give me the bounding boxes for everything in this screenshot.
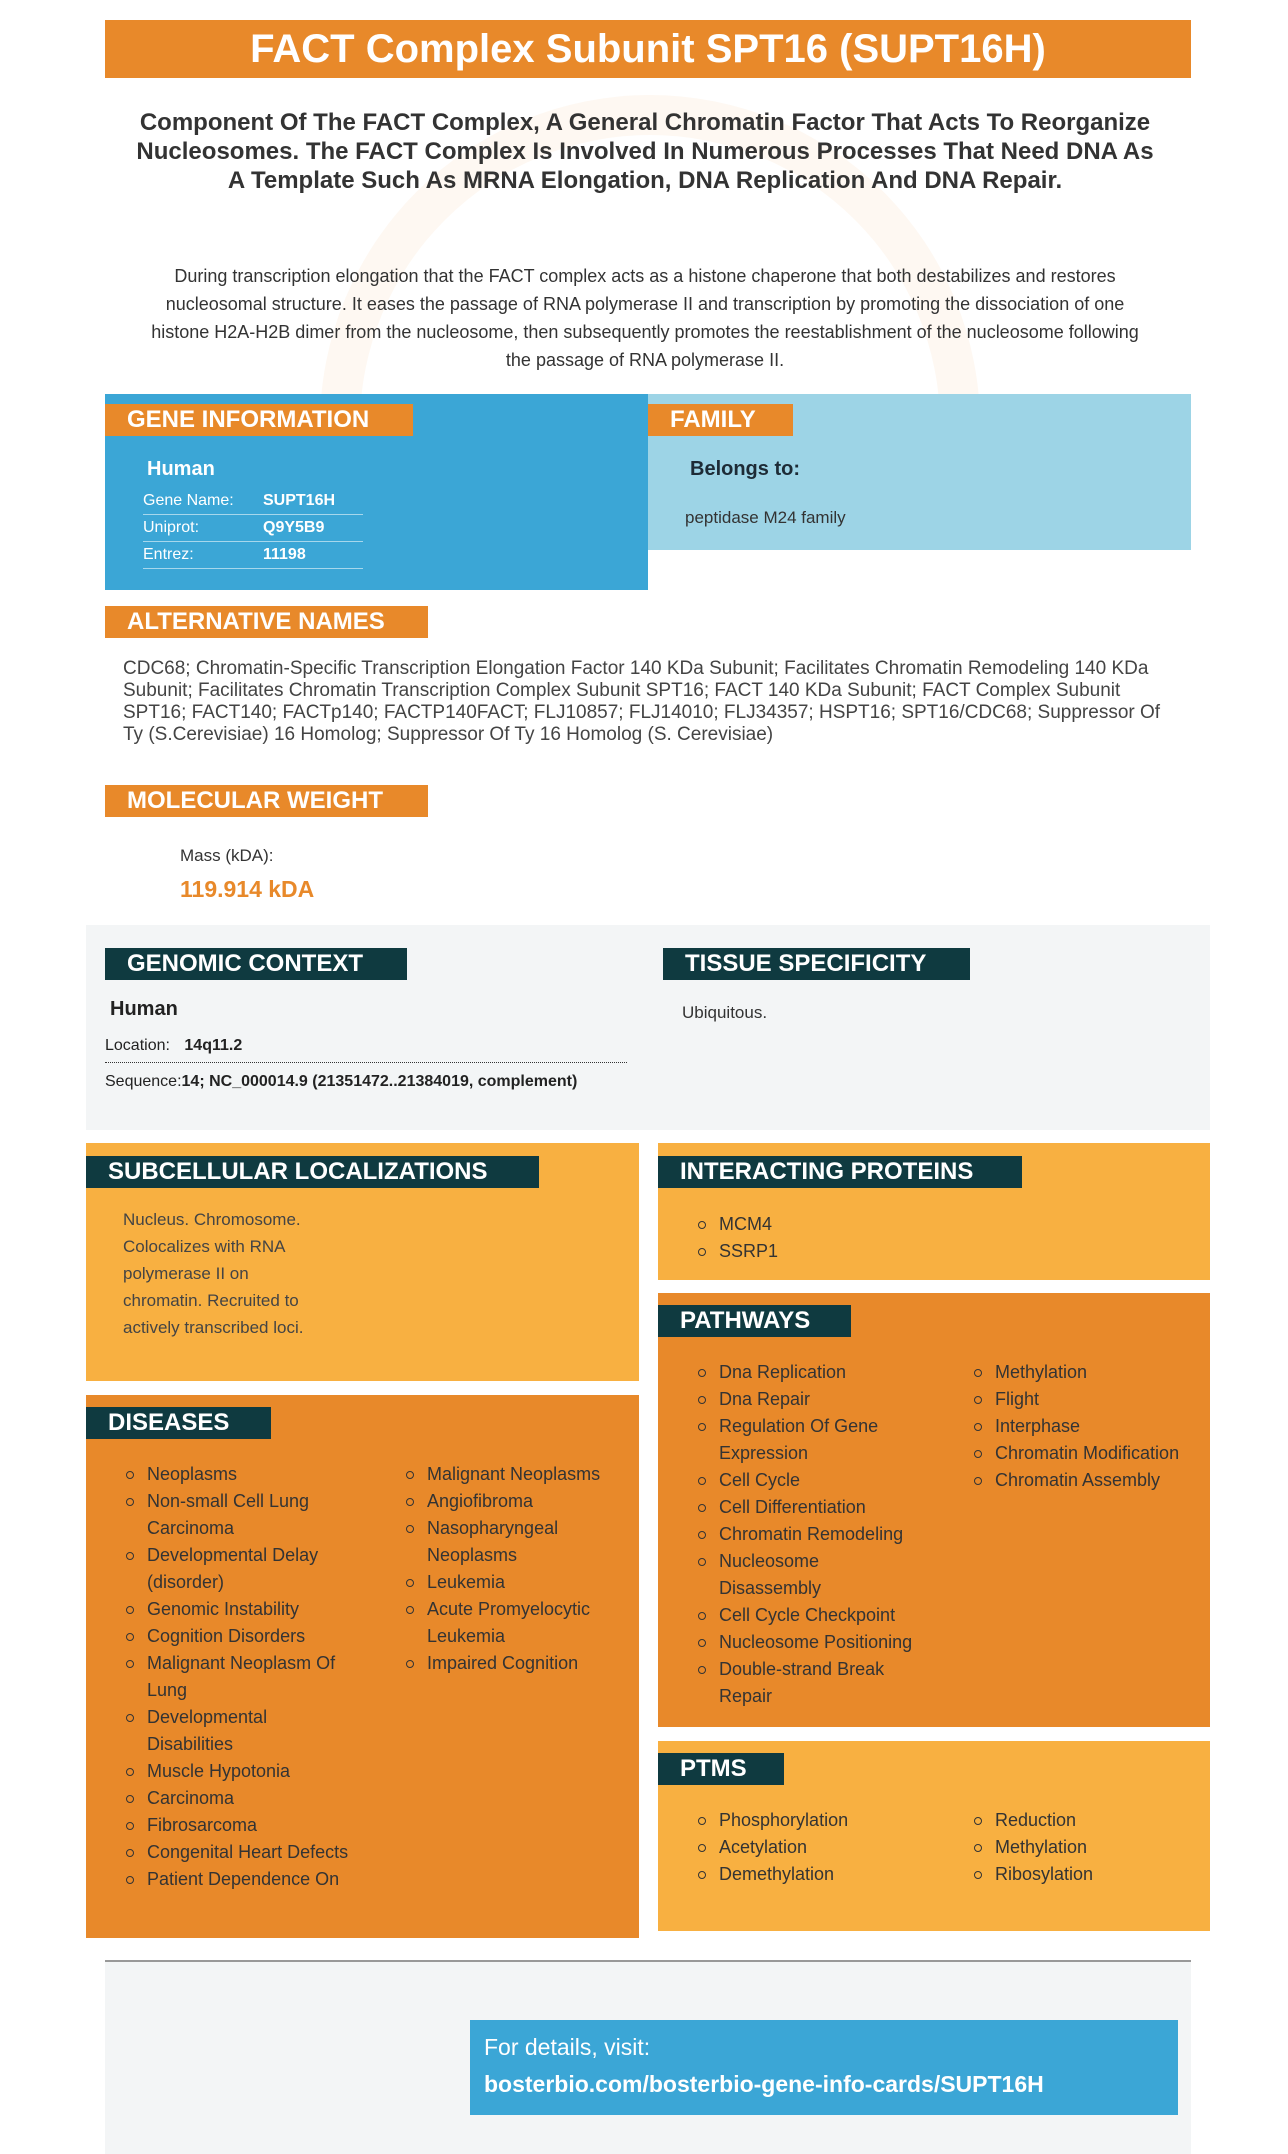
disease-item: Malignant Neoplasms (403, 1461, 613, 1488)
pathway-item: Cell Cycle (695, 1467, 925, 1494)
pathway-item: Double-strand Break Repair (695, 1656, 925, 1710)
location-label: Location: (105, 1037, 170, 1054)
disease-item: Carcinoma (123, 1785, 353, 1812)
genomic-tissue-section (86, 925, 1210, 1130)
family-belongs-label: Belongs to: (690, 458, 800, 480)
ptm-item: Reduction (971, 1807, 1201, 1834)
ptms-list-col2 (971, 1807, 1201, 1888)
gene-name-label: Gene Name: (143, 492, 234, 509)
diseases-card (86, 1395, 639, 1938)
subcellular-line: chromatin. Recruited to (123, 1291, 299, 1310)
alternative-names-heading: ALTERNATIVE NAMES (105, 606, 428, 638)
subcellular-text (123, 1206, 303, 1341)
protein-item: SSRP1 (695, 1238, 995, 1265)
disease-item: Congenital Heart Defects (123, 1839, 353, 1866)
pathway-item: Cell Differentiation (695, 1494, 925, 1521)
gene-organism: Human (147, 458, 215, 480)
interacting-proteins-list (695, 1211, 995, 1265)
pathway-item: Chromatin Assembly (971, 1467, 1201, 1494)
subcellular-card (86, 1143, 639, 1381)
disease-item: Leukemia (403, 1569, 613, 1596)
ptms-heading: PTMS (658, 1753, 784, 1785)
uniprot-value: Q9Y5B9 (263, 519, 325, 536)
disease-item: Developmental Disabilities (123, 1704, 353, 1758)
pathway-item: Regulation Of Gene Expression (695, 1413, 925, 1467)
disease-item: Developmental Delay (disorder) (123, 1542, 353, 1596)
pathway-item: Chromatin Remodeling (695, 1521, 925, 1548)
disease-item: Angiofibroma (403, 1488, 613, 1515)
page-title: FACT Complex Subunit SPT16 (SUPT16H) (105, 20, 1191, 78)
location-value: 14q11.2 (184, 1037, 243, 1054)
sequence-row (105, 1073, 577, 1091)
sequence-value: 14; NC_000014.9 (21351472..21384019, complement) (181, 1073, 578, 1090)
subcellular-line: Nucleus. Chromosome. (123, 1210, 301, 1229)
disease-item: Patient Dependence On (123, 1866, 353, 1893)
diseases-list-col2 (403, 1461, 613, 1677)
ptm-item: Ribosylation (971, 1861, 1201, 1888)
protein-summary: Component Of The FACT Complex, A General Chromatin Factor That Acts To Reorganize Nucleosomes. The FACT Complex Is Involved In Numerous Processes That Need DNA As A Template Such As MRNA Elongation, DNA Replication And DNA Repair. (136, 109, 1154, 194)
entrez-row (143, 542, 363, 569)
pathway-item: Chromatin Modification (971, 1440, 1201, 1467)
protein-description: During transcription elongation that the FACT complex acts as a histone chaperone that both destabilizes and restores nucleosomal structure. It eases the passage of RNA polymerase II and transcription by promoting the dissociation of one histone H2A-H2B dimer from the nucleosome, then subsequently promotes the reestablishment of the nucleosome following the passage of RNA polymerase II. (151, 266, 1139, 370)
disease-item: Cognition Disorders (123, 1623, 353, 1650)
pathways-card (658, 1293, 1210, 1727)
pathway-item: Flight (971, 1386, 1201, 1413)
gene-name-row (143, 488, 363, 515)
family-value: peptidase M24 family (685, 508, 846, 527)
ptm-item: Demethylation (695, 1861, 925, 1888)
uniprot-label: Uniprot: (143, 519, 200, 536)
visit-link[interactable]: bosterbio.com/bosterbio-gene-info-cards/SUPT16H (484, 2071, 1044, 2097)
interacting-proteins-heading: INTERACTING PROTEINS (658, 1156, 1022, 1188)
disease-item: Impaired Cognition (403, 1650, 613, 1677)
visit-box (470, 2020, 1178, 2115)
interacting-proteins-card (658, 1143, 1210, 1280)
uniprot-row (143, 515, 363, 542)
ptms-card (658, 1741, 1210, 1931)
disease-item: Acute Promyelocytic Leukemia (403, 1596, 613, 1650)
disease-item: Genomic Instability (123, 1596, 353, 1623)
disease-item: Neoplasms (123, 1461, 353, 1488)
protein-item: MCM4 (695, 1211, 995, 1238)
gene-information-heading: GENE INFORMATION (105, 404, 413, 436)
ptms-list-col1 (695, 1807, 925, 1888)
family-heading: FAMILY (648, 404, 793, 436)
pathways-list-col1 (695, 1359, 925, 1710)
molecular-weight-heading: MOLECULAR WEIGHT (105, 785, 428, 817)
genomic-organism: Human (110, 998, 178, 1020)
entrez-label: Entrez: (143, 546, 194, 563)
pathway-item: Cell Cycle Checkpoint (695, 1602, 925, 1629)
pathways-heading: PATHWAYS (658, 1305, 851, 1337)
pathway-item: Dna Replication (695, 1359, 925, 1386)
disease-item: Nasopharyngeal Neoplasms (403, 1515, 613, 1569)
sequence-label: Sequence: (105, 1073, 182, 1090)
genomic-context-heading: GENOMIC CONTEXT (105, 948, 407, 980)
subcellular-line: polymerase II on (123, 1264, 249, 1283)
pathway-item: Dna Repair (695, 1386, 925, 1413)
ptm-item: Phosphorylation (695, 1807, 925, 1834)
ptm-item: Acetylation (695, 1834, 925, 1861)
subcellular-line: Colocalizes with RNA (123, 1237, 286, 1256)
ptm-item: Methylation (971, 1834, 1201, 1861)
pathway-item: Nucleosome Positioning (695, 1629, 925, 1656)
subcellular-heading: SUBCELLULAR LOCALIZATIONS (86, 1156, 539, 1188)
pathway-item: Nucleosome Disassembly (695, 1548, 925, 1602)
disease-item: Non-small Cell Lung Carcinoma (123, 1488, 353, 1542)
entrez-value: 11198 (263, 546, 306, 563)
disease-item: Muscle Hypotonia (123, 1758, 353, 1785)
subcellular-line: actively transcribed loci. (123, 1318, 304, 1337)
pathway-item: Interphase (971, 1413, 1201, 1440)
gene-information-card (105, 394, 648, 590)
mass-label: Mass (kDA): (180, 846, 274, 865)
tissue-specificity-heading: TISSUE SPECIFICITY (663, 948, 970, 980)
footer-divider (105, 1960, 1191, 1962)
gene-name-value: SUPT16H (263, 492, 336, 509)
visit-label: For details, visit: (484, 2034, 651, 2060)
pathway-item: Methylation (971, 1359, 1201, 1386)
tissue-specificity-text: Ubiquitous. (682, 1003, 768, 1022)
disease-item: Fibrosarcoma (123, 1812, 353, 1839)
mass-value: 119.914 kDA (180, 876, 315, 902)
diseases-list-col1 (123, 1461, 353, 1893)
disease-item: Malignant Neoplasm Of Lung (123, 1650, 353, 1704)
family-card (648, 394, 1191, 550)
location-row (105, 1037, 627, 1063)
alternative-names-text: CDC68; Chromatin-Specific Transcription Elongation Factor 140 KDa Subunit; Facilitates Chromatin Remodeling 140 KDa Subunit; Facilitates Chromatin Transcription Complex Subunit SPT16; FACT 140 KDa Subunit; FACT Complex Subunit SPT16; FACT140; FACTp140; FACTP140FACT; FLJ10857; FLJ14010; FLJ34357; HSPT16; SPT16/CDC68; Suppressor Of Ty (S.Cerevisiae) 16 Homolog; Suppressor Of Ty 16 Homolog (S. Cerevisiae) (123, 658, 1161, 745)
diseases-heading: DISEASES (86, 1407, 271, 1439)
pathways-list-col2 (971, 1359, 1201, 1494)
